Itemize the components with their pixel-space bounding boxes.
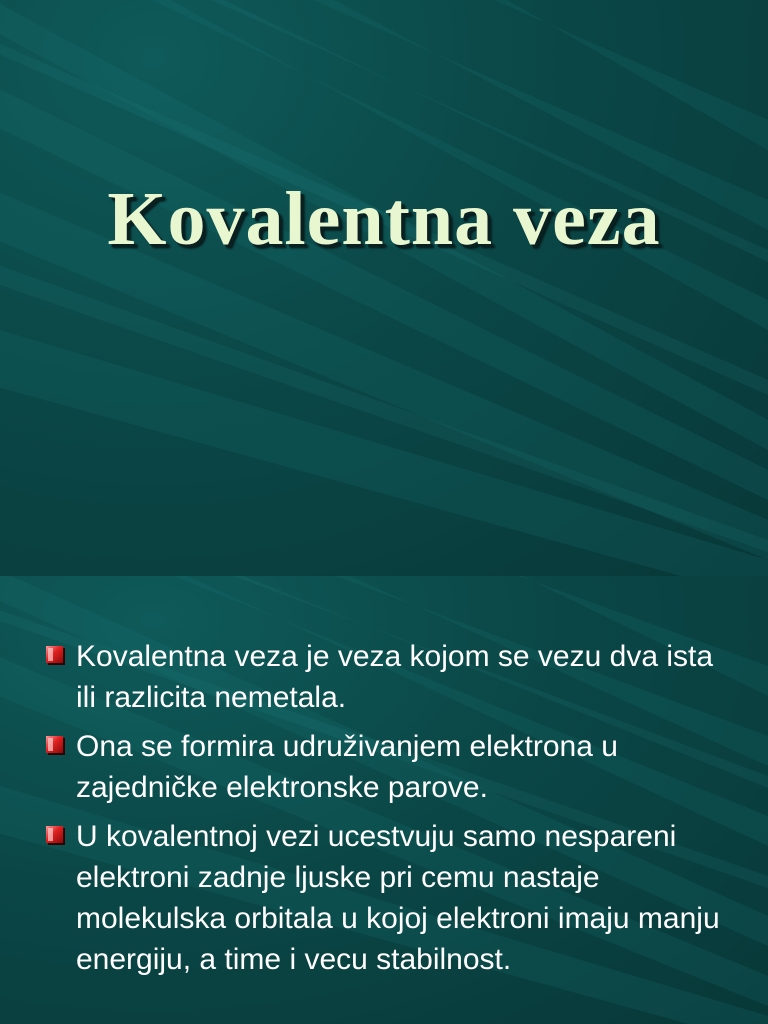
slide-title: Kovalentna veza: [107, 177, 661, 261]
bullet-item: [46, 636, 736, 718]
bullet-text: U kovalentnoj vezi ucestvuju samo nespareni elektroni zadnje ljuske pri cemu nastaje molekulska orbitala u kojoj elektroni imaju manju energiju, a time i vecu stabilnost.: [76, 820, 720, 976]
bullet-item: [46, 816, 736, 980]
red-square-bullet-icon: [46, 736, 63, 753]
red-square-bullet-icon: [46, 646, 63, 663]
bullet-text: Ona se formira udruživanjem elektrona u zajedničke elektronske parove.: [76, 730, 618, 804]
content-slide: [0, 576, 768, 1024]
bullet-item: [46, 726, 736, 808]
red-square-bullet-icon: [46, 826, 63, 843]
bullet-list: [46, 636, 736, 988]
bullet-text: Kovalentna veza je veza kojom se vezu dva ista ili razlicita nemetala.: [76, 640, 714, 714]
